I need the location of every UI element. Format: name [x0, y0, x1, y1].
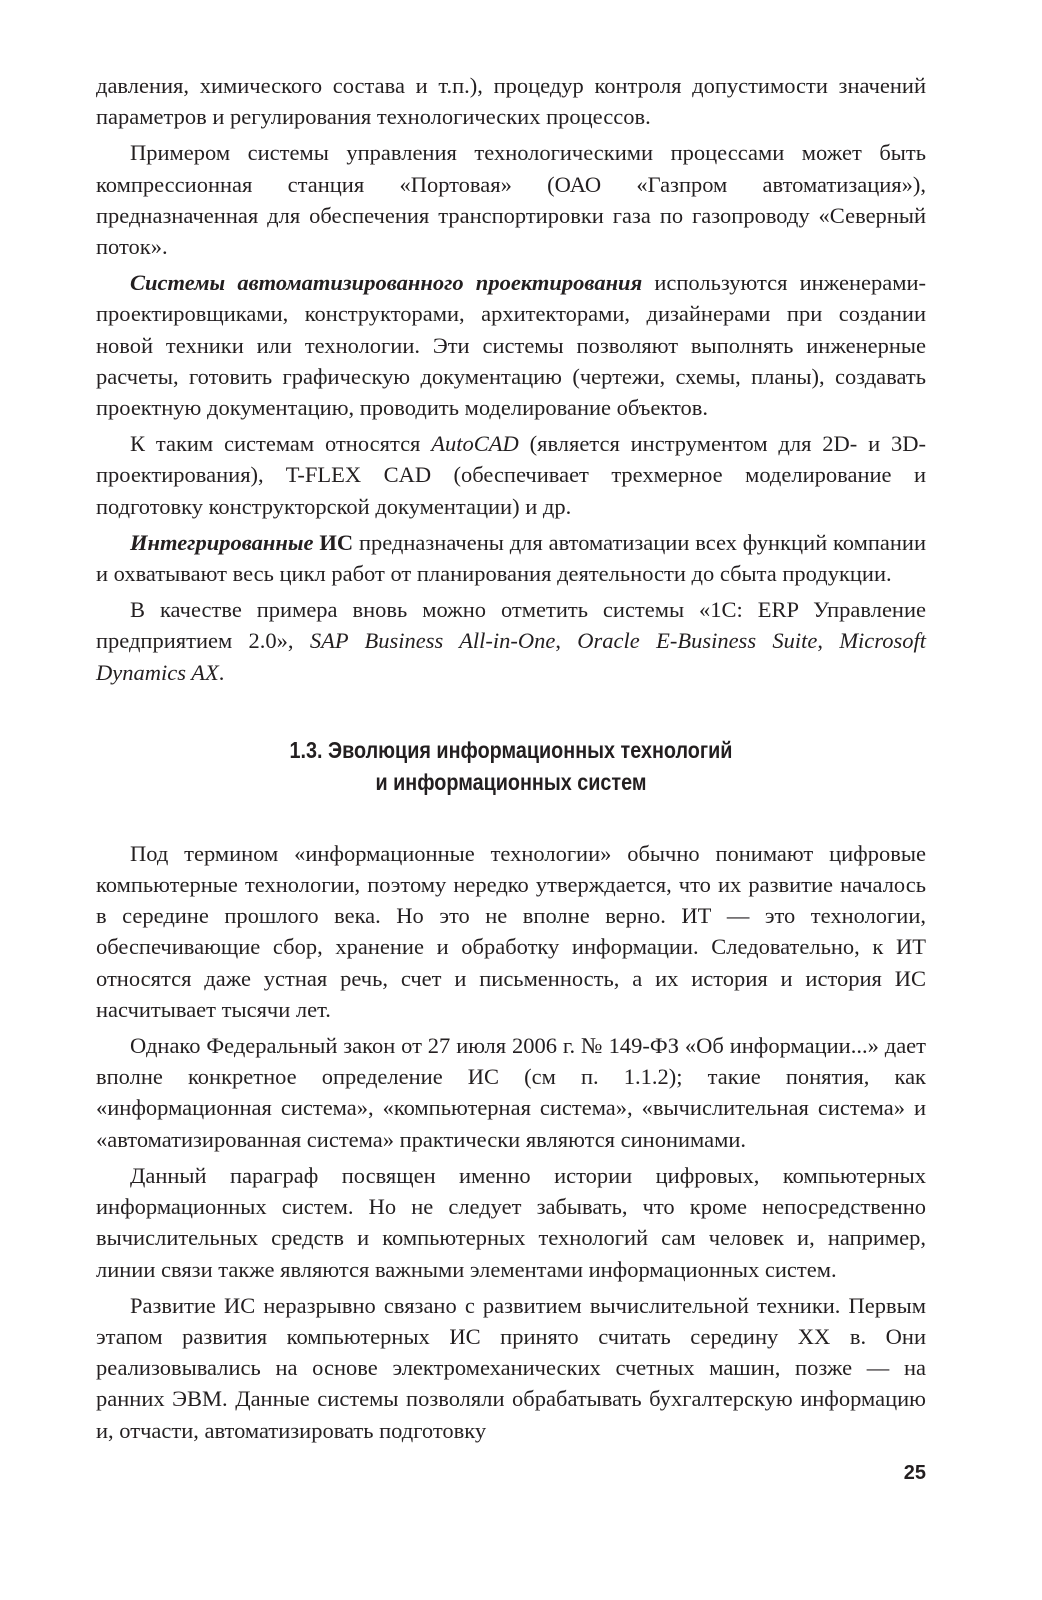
term-cad: Системы автоматизированного проектирования: [130, 270, 643, 296]
paragraph-digital-history: Данный параграф посвящен именно истории цифровых, компьютерных информационных систем. Но не следует забывать, что кроме непосредственно вычислительных средств и компьютерных технологий сам человек и, например, линии связи также являются важными элементами информационных систем.: [96, 1162, 926, 1282]
page-body: [96, 70, 926, 1446]
product-autocad: AutoCAD: [431, 431, 519, 457]
paragraph-it-definition: Под термином «информационные технологии» обычно понимают цифровые компьютерные технологии, поэтому нередко утверждается, что их развитие началось в середине прошлого века. Но это не вполне верно. ИТ — это технологии, обеспечивающие сбор, хранение и обработку информации. Следовательно, к ИТ относятся даже устная речь, счет и письменность, а их история и история ИС насчитывает тысячи лет.: [96, 840, 926, 1022]
paragraph-is-development: Развитие ИС неразрывно связано с развитием вычислительной техники. Первым этапом развития компьютерных ИС принято считать середину XX в. Они реализовывались на основе электромеханических счетных машин, позже — на ранних ЭВМ. Данные системы позволяли обрабатывать бухгалтерскую информацию и, отчасти, автоматизировать подготовку: [96, 1292, 926, 1443]
paragraph-cad-examples: К таким системам относятся AutoCAD (является инструментом для 2D- и 3D-проектирования), T-FLEX CAD (обеспечивает трехмерное моделирование и подготовку конструкторской документации) и др.: [96, 431, 927, 519]
term-integrated: Интегрированные: [130, 529, 314, 555]
paragraph-cad-systems: Системы автоматизированного проектирования используются инженерами-проектировщиками, конструкторами, архитекторами, дизайнерами при создании новой техники или технологии. Эти системы позволяют выполнять инженерные расчеты, готовить графическую документацию (чертежи, схемы, планы), создавать проектную документацию, проводить моделирование объектов.: [96, 270, 926, 421]
paragraph-example-compressor: Примером системы управления технологическими процессами может быть компрессионная станция «Портовая» (ОАО «Газпром автоматизация»), предназначенная для обеспечения транспортировки газа по газопроводу «Северный поток».: [96, 140, 926, 260]
paragraph-continued: давления, химического состава и т.п.), процедур контроля допустимости значений параметров и регулирования технологических процессов.: [96, 73, 926, 130]
paragraph-erp-examples: В качестве примера вновь можно отметить системы «1С: ERP Управление предприятием 2.0», SAP Business All-in-One, Oracle E-Business Suite, Microsoft Dynamics AX.: [96, 597, 926, 685]
page-number: 25: [903, 1462, 926, 1484]
section-heading-line2: и информационных систем: [375, 768, 647, 795]
paragraph-federal-law: Однако Федеральный закон от 27 июля 2006 г. № 149-ФЗ «Об информации...» дает вполне конкретное определение ИС (см п. 1.1.2); такие понятия, как «информационная система», «компьютерная система», «вычислительная система» и «автоматизированная система» практически являются синонимами.: [96, 1033, 926, 1152]
paragraph-integrated-is: Интегрированные ИС предназначены для автоматизации всех функций компании и охватывают весь цикл работ от планирования деятельности до сбыта продукции.: [96, 529, 927, 587]
section-heading-line1: 1.3. Эволюция информационных технологий: [289, 736, 733, 763]
section-heading: [154, 734, 868, 798]
